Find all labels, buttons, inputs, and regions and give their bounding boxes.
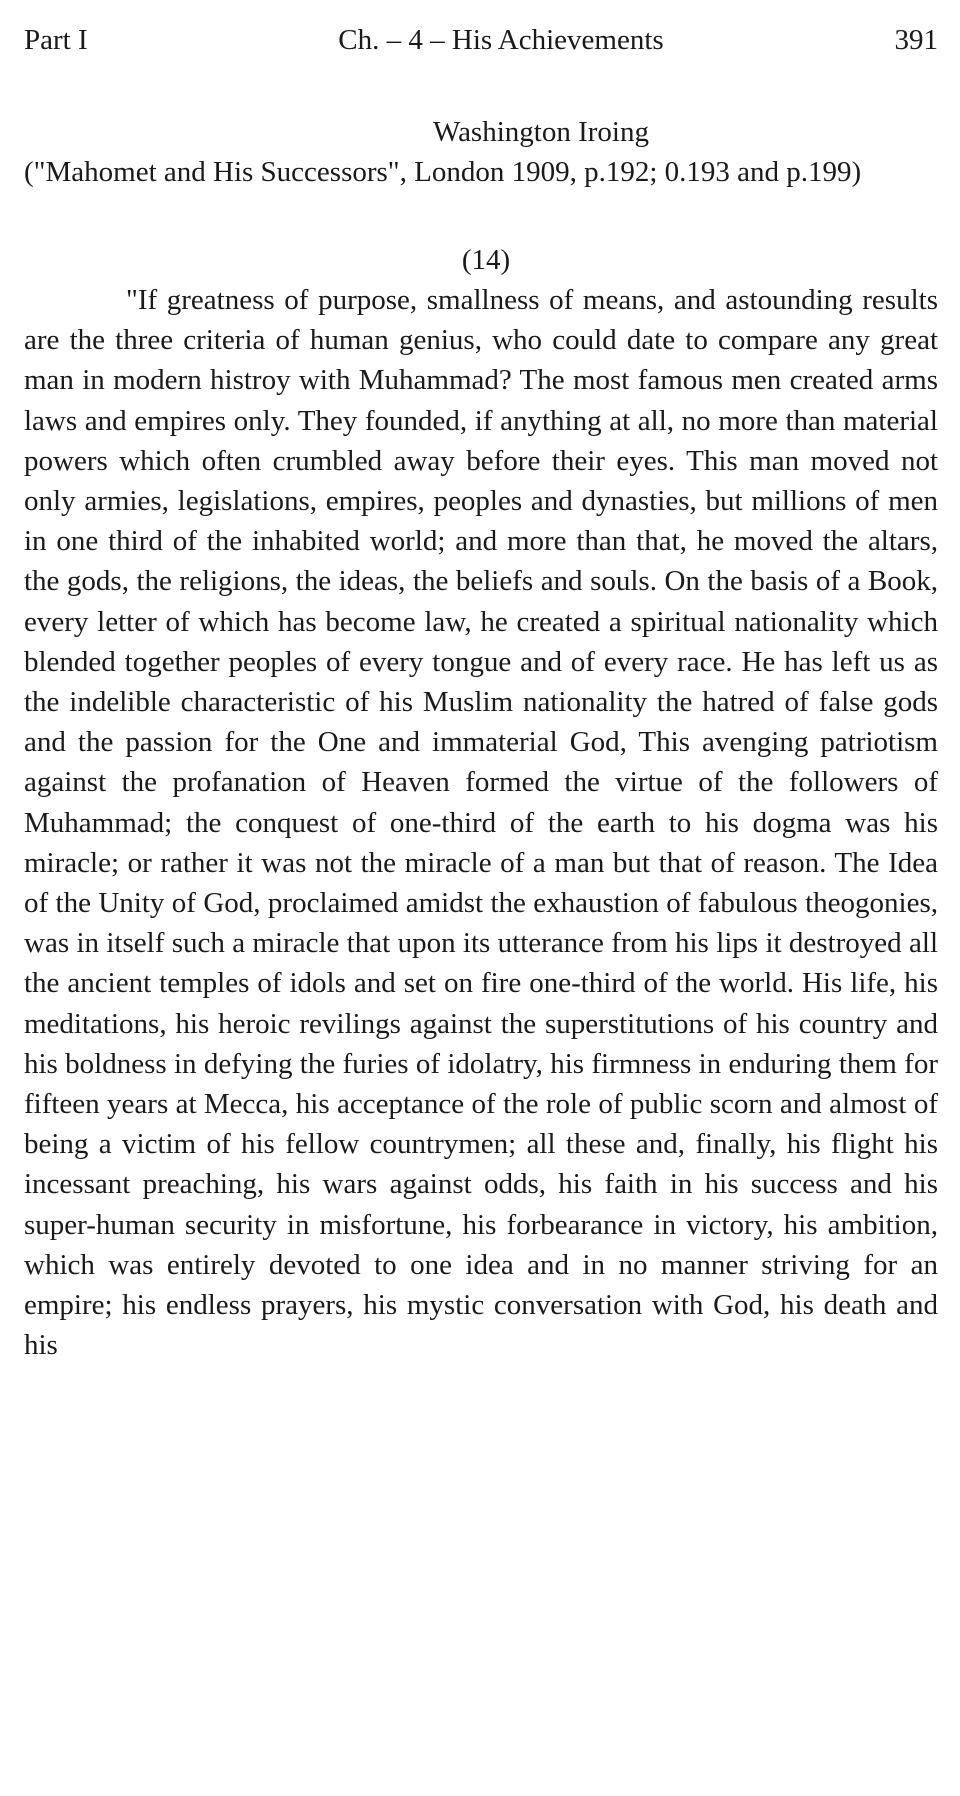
quote-paragraph: "If greatness of purpose, smallness of means, and astounding results are the three criteria of human genius, who could date to compare any great man in modern histroy with Muhammad? The most famous men created arms laws and empires only. They founded, if anything at all, no more than material powers which often crumbled away before their eyes. This man moved not only armies, legislations, empires, peoples and dynasties, but millions of men in one third of the inhabited world; and more than that, he moved the altars, the gods, the religions, the ideas, the beliefs and souls. On the basis of a Book, every letter of which has become law, he created a spiritual nationality which blended together peoples of every tongue and of every race. He has left us as the indelible characteristic of his Muslim nationality the hatred of false gods and the passion for the One and immaterial God, This avenging patriotism against the profanation of Heaven formed the virtue of the followers of Muhammad; the conquest of one-third of the earth to his dogma was his miracle; or rather it was not the miracle of a man but that of reason. The Idea of the Unity of God, proclaimed amidst the exhaustion of fabulous theogonies, was in itself such a miracle that upon its utterance from his lips it destroyed all the ancient temples of idols and set on fire one-third of the world. His life, his meditations, his heroic revilings against the superstitutions of his country and his boldness in defying the furies of idolatry, his firmness in enduring them for fifteen years at Mecca, his acceptance of the role of public scorn and almost of being a victim of his fellow countrymen; all these and, finally, his flight his incessant preaching, his wars against odds, his faith in his success and his super-human security in misfortune, his forbearance in victory, his ambition, which was entirely devoted to one idea and in no manner striving for an empire; his endless prayers, his mystic conversation with God, his death and his [24, 284, 938, 1362]
part-label: Part I [24, 24, 88, 56]
book-page [24, 18, 938, 1365]
section-number: (14) [461, 244, 511, 276]
page-number: 391 [894, 24, 938, 56]
chapter-title: Ch. – 4 – His Achievements [338, 24, 664, 56]
quote-author: Washington Iroing [433, 116, 649, 148]
running-header [24, 18, 938, 62]
quote-source: ("Mahomet and His Successors", London 1909, p.192; 0.193 and p.199) [24, 156, 862, 188]
